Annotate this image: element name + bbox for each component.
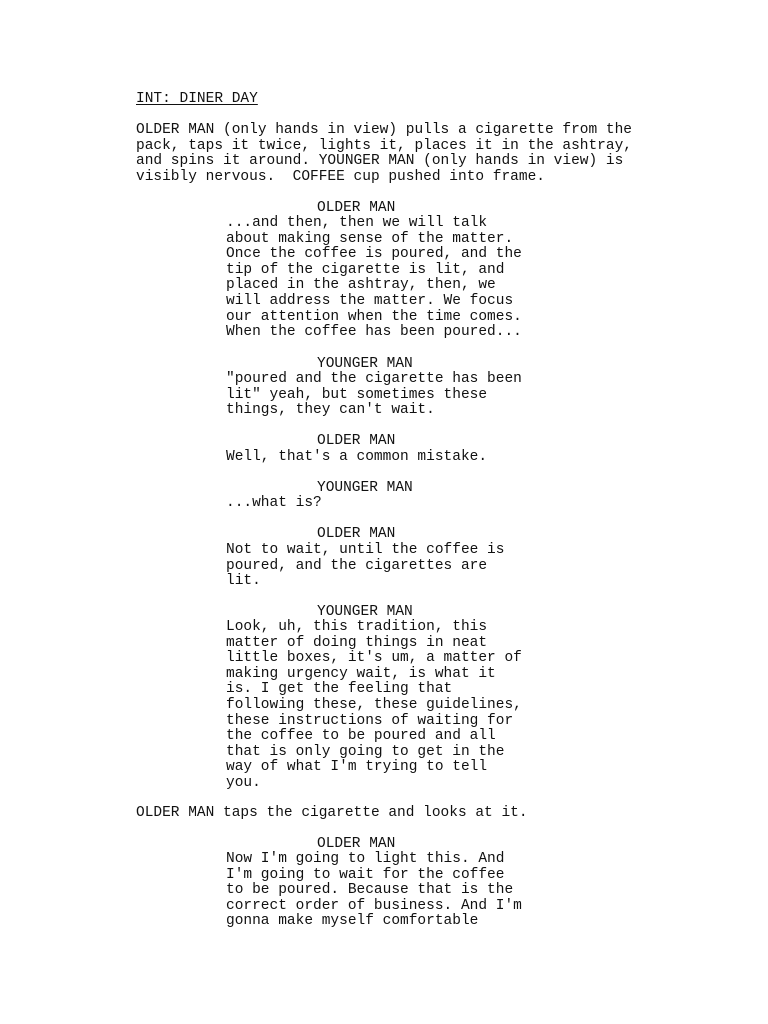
dialogue-text: Now I'm going to light this. And I'm going to wait for the coffee to be poured. Because that is the correct order of business. And I'm gonna make myself comfortable — [226, 851, 522, 930]
character-name: YOUNGER MAN — [317, 480, 413, 496]
dialogue-text: Look, uh, this tradition, this matter of doing things in neat little boxes, it's um, a matter of making urgency wait, is what it is. I get the feeling that following these, these guidelines, these instructions of waiting for the coffee to be poured and all that is only going to get in the way of what I'm trying to tell you. — [226, 619, 522, 791]
dialogue-text: "poured and the cigarette has been lit" yeah, but sometimes these things, they can't wait. — [226, 371, 522, 419]
character-name: OLDER MAN — [317, 836, 396, 852]
dialogue-text: Not to wait, until the coffee is poured, and the cigarettes are lit. — [226, 542, 505, 590]
action-description: OLDER MAN taps the cigarette and looks at it. — [136, 805, 528, 821]
character-name: YOUNGER MAN — [317, 356, 413, 372]
dialogue-text: ...what is? — [226, 495, 322, 511]
dialogue-text: ...and then, then we will talk about making sense of the matter. Once the coffee is poured, and the tip of the cigarette is lit, and placed in the ashtray, then, we will address the matter. We focus our attention when the time comes. When the coffee has been poured... — [226, 215, 522, 341]
dialogue-text: Well, that's a common mistake. — [226, 449, 488, 465]
character-name: OLDER MAN — [317, 433, 396, 449]
scene-heading: INT: DINER DAY — [136, 91, 258, 107]
character-name: OLDER MAN — [317, 200, 396, 216]
character-name: OLDER MAN — [317, 526, 396, 542]
action-description: OLDER MAN (only hands in view) pulls a cigarette from the pack, taps it twice, lights it, places it in the ashtray, and spins it around. YOUNGER MAN (only hands in view) is visibly nervous. COFFEE cup pushed into frame. — [136, 122, 632, 185]
character-name: YOUNGER MAN — [317, 604, 413, 620]
